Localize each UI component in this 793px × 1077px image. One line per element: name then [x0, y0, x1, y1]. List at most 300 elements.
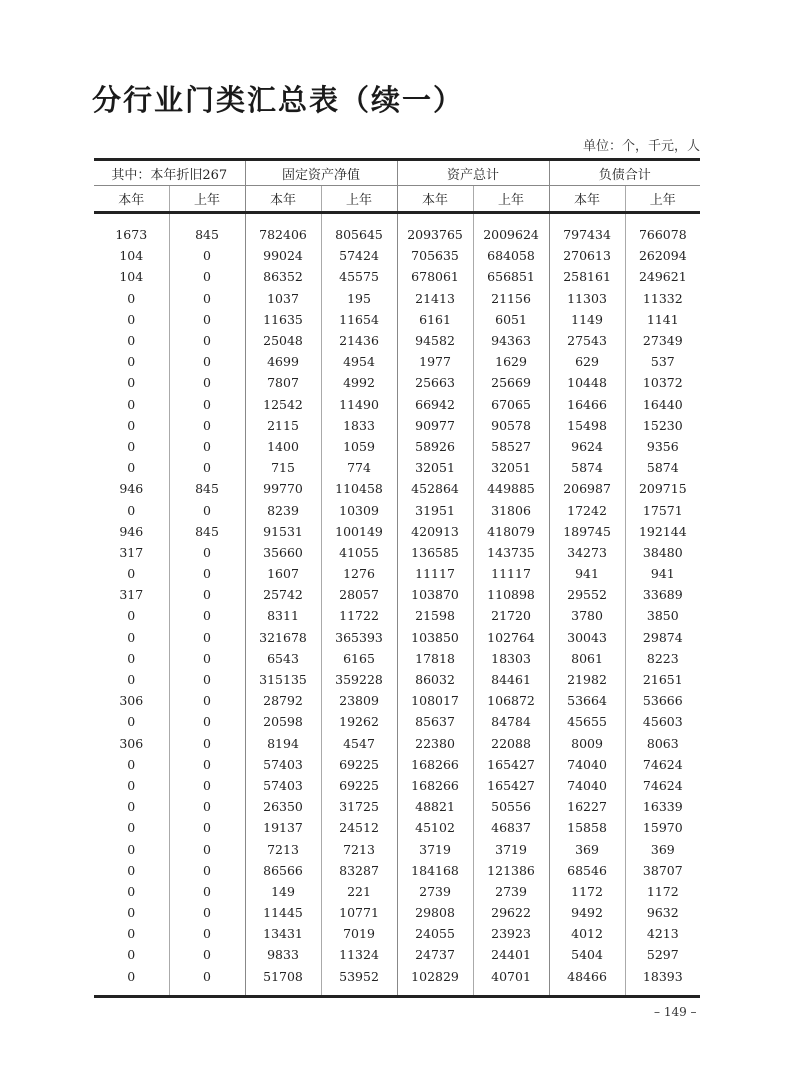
cell-liab-last-year: 209715 [625, 478, 700, 499]
cell-fixed-net-last-year: 4547 [321, 733, 397, 754]
cell-assets-last-year: 418079 [473, 521, 549, 542]
cell-depr-this-year: 0 [127, 354, 136, 370]
cell-liab-last-year: 15970 [625, 817, 700, 838]
cell-liab-this-year: 48466 [549, 966, 625, 997]
cell-depr-this-year: 0 [127, 947, 136, 963]
cell-fixed-net-this-year: 149 [245, 881, 321, 902]
cell-fixed-net-last-year: 1833 [321, 415, 397, 436]
cell-assets-last-year: 2009624 [473, 213, 549, 246]
table-row [94, 881, 700, 902]
cell-depr-this-year: 0 [127, 841, 136, 857]
cell-liab-this-year: 270613 [549, 245, 625, 266]
cell-fixed-net-last-year: 221 [321, 881, 397, 902]
header-last-year: 上年 [169, 186, 245, 213]
cell-depr-this-year: 946 [119, 523, 144, 539]
cell-depr-this-year: 0 [127, 650, 136, 666]
cell-assets-last-year: 102764 [473, 627, 549, 648]
cell-assets-this-year: 22380 [397, 733, 473, 754]
cell-liab-this-year: 34273 [549, 542, 625, 563]
cell-fixed-net-this-year: 20598 [245, 711, 321, 732]
cell-assets-this-year: 11117 [397, 563, 473, 584]
cell-liab-this-year: 53664 [549, 690, 625, 711]
cell-assets-this-year: 85637 [397, 711, 473, 732]
cell-depr-last-year: 0 [169, 627, 245, 648]
cell-fixed-net-this-year: 25048 [245, 330, 321, 351]
cell-assets-last-year: 40701 [473, 966, 549, 997]
cell-assets-last-year: 94363 [473, 330, 549, 351]
cell-fixed-net-this-year: 11635 [245, 309, 321, 330]
cell-depr-this-year: 0 [127, 905, 136, 921]
cell-liab-this-year: 30043 [549, 627, 625, 648]
cell-fixed-net-this-year: 28792 [245, 690, 321, 711]
table-row [94, 213, 700, 246]
cell-liab-last-year: 192144 [625, 521, 700, 542]
cell-fixed-net-last-year: 4954 [321, 351, 397, 372]
cell-depr-last-year: 0 [169, 415, 245, 436]
cell-assets-last-year: 67065 [473, 394, 549, 415]
header-total-assets: 资产总计 [397, 160, 549, 186]
header-depreciation: 其中：本年折旧267 [94, 160, 245, 186]
cell-assets-last-year: 18303 [473, 648, 549, 669]
cell-liab-last-year: 16339 [625, 796, 700, 817]
cell-depr-last-year: 0 [169, 266, 245, 287]
cell-assets-last-year: 25669 [473, 372, 549, 393]
cell-fixed-net-last-year: 11654 [321, 309, 397, 330]
cell-assets-this-year: 102829 [397, 966, 473, 997]
cell-depr-this-year: 0 [127, 820, 136, 836]
table-row [94, 542, 700, 563]
cell-liab-this-year: 206987 [549, 478, 625, 499]
cell-liab-this-year: 369 [549, 838, 625, 859]
cell-assets-this-year: 705635 [397, 245, 473, 266]
cell-depr-last-year: 0 [169, 351, 245, 372]
cell-liab-this-year: 1149 [549, 309, 625, 330]
cell-fixed-net-last-year: 69225 [321, 754, 397, 775]
cell-assets-last-year: 165427 [473, 775, 549, 796]
cell-assets-this-year: 21413 [397, 288, 473, 309]
cell-liab-this-year: 10448 [549, 372, 625, 393]
cell-depr-last-year: 0 [169, 711, 245, 732]
cell-depr-this-year: 104 [119, 269, 144, 285]
table-row [94, 754, 700, 775]
cell-fixed-net-this-year: 321678 [245, 627, 321, 648]
cell-depr-last-year: 0 [169, 966, 245, 997]
cell-fixed-net-this-year: 715 [245, 457, 321, 478]
cell-assets-this-year: 2739 [397, 881, 473, 902]
table-row [94, 669, 700, 690]
cell-fixed-net-this-year: 26350 [245, 796, 321, 817]
cell-liab-last-year: 941 [625, 563, 700, 584]
cell-assets-last-year: 121386 [473, 860, 549, 881]
cell-depr-last-year: 0 [169, 584, 245, 605]
cell-liab-this-year: 45655 [549, 711, 625, 732]
cell-depr-this-year: 104 [119, 248, 144, 264]
cell-assets-this-year: 58926 [397, 436, 473, 457]
cell-depr-last-year: 0 [169, 775, 245, 796]
table-row [94, 733, 700, 754]
cell-depr-last-year: 0 [169, 542, 245, 563]
cell-assets-this-year: 48821 [397, 796, 473, 817]
table-row [94, 266, 700, 287]
cell-liab-this-year: 15858 [549, 817, 625, 838]
cell-depr-this-year: 0 [127, 417, 136, 433]
cell-fixed-net-last-year: 57424 [321, 245, 397, 266]
cell-depr-last-year: 0 [169, 733, 245, 754]
cell-fixed-net-this-year: 8239 [245, 499, 321, 520]
cell-depr-this-year: 0 [127, 290, 136, 306]
table-row [94, 521, 700, 542]
cell-assets-last-year: 84784 [473, 711, 549, 732]
cell-liab-this-year: 74040 [549, 775, 625, 796]
cell-depr-this-year: 0 [127, 375, 136, 391]
table-row [94, 966, 700, 997]
table-row [94, 563, 700, 584]
cell-fixed-net-this-year: 8194 [245, 733, 321, 754]
table-row [94, 457, 700, 478]
cell-liab-last-year: 766078 [625, 213, 700, 246]
cell-assets-last-year: 50556 [473, 796, 549, 817]
cell-assets-this-year: 103870 [397, 584, 473, 605]
cell-liab-last-year: 5297 [625, 944, 700, 965]
cell-depr-last-year: 0 [169, 605, 245, 626]
cell-assets-last-year: 684058 [473, 245, 549, 266]
cell-liab-last-year: 9356 [625, 436, 700, 457]
cell-fixed-net-this-year: 4699 [245, 351, 321, 372]
cell-depr-this-year: 317 [119, 587, 144, 603]
cell-depr-last-year: 0 [169, 457, 245, 478]
cell-fixed-net-last-year: 774 [321, 457, 397, 478]
cell-liab-last-year: 53666 [625, 690, 700, 711]
cell-depr-this-year: 0 [127, 333, 136, 349]
cell-fixed-net-last-year: 805645 [321, 213, 397, 246]
cell-fixed-net-this-year: 11445 [245, 902, 321, 923]
cell-depr-last-year: 845 [169, 521, 245, 542]
cell-fixed-net-this-year: 315135 [245, 669, 321, 690]
cell-liab-last-year: 29874 [625, 627, 700, 648]
cell-liab-this-year: 5874 [549, 457, 625, 478]
cell-fixed-net-this-year: 86566 [245, 860, 321, 881]
cell-liab-this-year: 21982 [549, 669, 625, 690]
cell-depr-this-year: 0 [127, 460, 136, 476]
cell-fixed-net-this-year: 12542 [245, 394, 321, 415]
header-this-year: 本年 [245, 186, 321, 213]
cell-depr-last-year: 0 [169, 245, 245, 266]
cell-assets-this-year: 24737 [397, 944, 473, 965]
cell-assets-last-year: 449885 [473, 478, 549, 499]
cell-depr-this-year: 0 [127, 608, 136, 624]
table-row [94, 245, 700, 266]
cell-fixed-net-last-year: 110458 [321, 478, 397, 499]
cell-liab-last-year: 38707 [625, 860, 700, 881]
cell-assets-last-year: 24401 [473, 944, 549, 965]
cell-liab-last-year: 17571 [625, 499, 700, 520]
table-row [94, 902, 700, 923]
cell-assets-last-year: 143735 [473, 542, 549, 563]
table-row [94, 838, 700, 859]
table-row [94, 817, 700, 838]
cell-depr-this-year: 0 [127, 883, 136, 899]
table-row [94, 499, 700, 520]
cell-assets-last-year: 46837 [473, 817, 549, 838]
cell-depr-last-year: 0 [169, 754, 245, 775]
cell-liab-last-year: 249621 [625, 266, 700, 287]
cell-depr-last-year: 0 [169, 436, 245, 457]
table-row [94, 478, 700, 499]
cell-fixed-net-this-year: 7807 [245, 372, 321, 393]
cell-assets-this-year: 108017 [397, 690, 473, 711]
cell-assets-this-year: 168266 [397, 754, 473, 775]
cell-liab-this-year: 74040 [549, 754, 625, 775]
cell-liab-last-year: 10372 [625, 372, 700, 393]
cell-depr-this-year: 0 [127, 566, 136, 582]
cell-depr-this-year: 0 [127, 862, 136, 878]
header-fixed-assets-net: 固定资产净值 [245, 160, 397, 186]
cell-fixed-net-last-year: 1276 [321, 563, 397, 584]
cell-liab-this-year: 15498 [549, 415, 625, 436]
cell-liab-this-year: 941 [549, 563, 625, 584]
cell-liab-this-year: 8009 [549, 733, 625, 754]
cell-depr-last-year: 0 [169, 499, 245, 520]
cell-depr-last-year: 0 [169, 902, 245, 923]
cell-depr-last-year: 0 [169, 563, 245, 584]
cell-liab-this-year: 16466 [549, 394, 625, 415]
cell-assets-last-year: 31806 [473, 499, 549, 520]
cell-liab-this-year: 11303 [549, 288, 625, 309]
cell-fixed-net-last-year: 83287 [321, 860, 397, 881]
table-row [94, 372, 700, 393]
table-row [94, 944, 700, 965]
cell-liab-last-year: 8063 [625, 733, 700, 754]
cell-assets-last-year: 32051 [473, 457, 549, 478]
cell-depr-last-year: 0 [169, 796, 245, 817]
page-title: 分行业门类汇总表（续一） [92, 83, 465, 117]
cell-assets-last-year: 110898 [473, 584, 549, 605]
cell-assets-this-year: 168266 [397, 775, 473, 796]
cell-fixed-net-last-year: 69225 [321, 775, 397, 796]
cell-fixed-net-this-year: 57403 [245, 775, 321, 796]
cell-liab-last-year: 33689 [625, 584, 700, 605]
cell-assets-this-year: 17818 [397, 648, 473, 669]
cell-assets-last-year: 21156 [473, 288, 549, 309]
cell-assets-this-year: 86032 [397, 669, 473, 690]
cell-assets-this-year: 31951 [397, 499, 473, 520]
cell-depr-this-year: 1673 [115, 227, 148, 243]
header-total-liabilities: 负债合计 [549, 160, 700, 186]
cell-liab-this-year: 8061 [549, 648, 625, 669]
cell-depr-last-year: 0 [169, 860, 245, 881]
cell-depr-this-year: 0 [127, 629, 136, 645]
cell-fixed-net-last-year: 365393 [321, 627, 397, 648]
table-row [94, 860, 700, 881]
cell-fixed-net-last-year: 11722 [321, 605, 397, 626]
cell-liab-last-year: 262094 [625, 245, 700, 266]
cell-assets-this-year: 103850 [397, 627, 473, 648]
cell-assets-last-year: 84461 [473, 669, 549, 690]
header-this-year: 本年 [549, 186, 625, 213]
cell-liab-this-year: 3780 [549, 605, 625, 626]
cell-depr-last-year: 0 [169, 330, 245, 351]
cell-assets-this-year: 29808 [397, 902, 473, 923]
cell-liab-this-year: 4012 [549, 923, 625, 944]
cell-liab-last-year: 9632 [625, 902, 700, 923]
cell-liab-last-year: 3850 [625, 605, 700, 626]
table-row [94, 415, 700, 436]
cell-fixed-net-this-year: 13431 [245, 923, 321, 944]
table-row [94, 690, 700, 711]
cell-fixed-net-this-year: 6543 [245, 648, 321, 669]
cell-depr-last-year: 0 [169, 309, 245, 330]
cell-liab-last-year: 8223 [625, 648, 700, 669]
cell-depr-last-year: 0 [169, 923, 245, 944]
cell-fixed-net-this-year: 91531 [245, 521, 321, 542]
cell-liab-last-year: 537 [625, 351, 700, 372]
cell-depr-this-year: 0 [127, 672, 136, 688]
cell-liab-this-year: 68546 [549, 860, 625, 881]
cell-liab-this-year: 9492 [549, 902, 625, 923]
cell-assets-this-year: 452864 [397, 478, 473, 499]
cell-liab-last-year: 21651 [625, 669, 700, 690]
cell-fixed-net-this-year: 1037 [245, 288, 321, 309]
cell-fixed-net-this-year: 57403 [245, 754, 321, 775]
cell-assets-this-year: 184168 [397, 860, 473, 881]
cell-assets-last-year: 6051 [473, 309, 549, 330]
cell-assets-this-year: 25663 [397, 372, 473, 393]
cell-fixed-net-last-year: 53952 [321, 966, 397, 997]
cell-depr-this-year: 0 [127, 438, 136, 454]
cell-fixed-net-last-year: 21436 [321, 330, 397, 351]
cell-liab-last-year: 15230 [625, 415, 700, 436]
unit-label: 单位：个，千元，人 [582, 139, 700, 154]
header-sub-row [94, 186, 700, 213]
cell-depr-last-year: 0 [169, 372, 245, 393]
table-row [94, 627, 700, 648]
cell-assets-this-year: 45102 [397, 817, 473, 838]
cell-assets-this-year: 3719 [397, 838, 473, 859]
cell-fixed-net-last-year: 24512 [321, 817, 397, 838]
table-row [94, 330, 700, 351]
cell-fixed-net-this-year: 86352 [245, 266, 321, 287]
cell-fixed-net-last-year: 195 [321, 288, 397, 309]
cell-fixed-net-this-year: 9833 [245, 944, 321, 965]
cell-assets-this-year: 2093765 [397, 213, 473, 246]
cell-assets-this-year: 6161 [397, 309, 473, 330]
cell-fixed-net-this-year: 8311 [245, 605, 321, 626]
cell-depr-this-year: 0 [127, 311, 136, 327]
cell-depr-last-year: 0 [169, 669, 245, 690]
cell-liab-last-year: 74624 [625, 754, 700, 775]
cell-assets-last-year: 656851 [473, 266, 549, 287]
cell-assets-this-year: 136585 [397, 542, 473, 563]
cell-fixed-net-this-year: 51708 [245, 966, 321, 997]
cell-liab-this-year: 17242 [549, 499, 625, 520]
cell-fixed-net-this-year: 1607 [245, 563, 321, 584]
cell-liab-this-year: 189745 [549, 521, 625, 542]
cell-fixed-net-last-year: 19262 [321, 711, 397, 732]
cell-depr-last-year: 845 [169, 478, 245, 499]
header-last-year: 上年 [321, 186, 397, 213]
cell-depr-this-year: 306 [119, 693, 144, 709]
cell-depr-this-year: 0 [127, 799, 136, 815]
cell-assets-last-year: 90578 [473, 415, 549, 436]
table-row [94, 584, 700, 605]
cell-fixed-net-this-year: 99024 [245, 245, 321, 266]
cell-depr-last-year: 0 [169, 648, 245, 669]
cell-liab-last-year: 16440 [625, 394, 700, 415]
cell-assets-this-year: 21598 [397, 605, 473, 626]
cell-fixed-net-last-year: 7019 [321, 923, 397, 944]
cell-fixed-net-last-year: 31725 [321, 796, 397, 817]
cell-assets-this-year: 420913 [397, 521, 473, 542]
header-this-year: 本年 [94, 186, 169, 213]
cell-fixed-net-last-year: 41055 [321, 542, 397, 563]
cell-assets-last-year: 165427 [473, 754, 549, 775]
cell-assets-last-year: 3719 [473, 838, 549, 859]
cell-depr-this-year: 0 [127, 777, 136, 793]
header-last-year: 上年 [625, 186, 700, 213]
cell-fixed-net-last-year: 11490 [321, 394, 397, 415]
table-row [94, 796, 700, 817]
cell-depr-last-year: 0 [169, 394, 245, 415]
cell-fixed-net-this-year: 782406 [245, 213, 321, 246]
cell-assets-last-year: 58527 [473, 436, 549, 457]
cell-assets-last-year: 29622 [473, 902, 549, 923]
cell-fixed-net-last-year: 11324 [321, 944, 397, 965]
cell-fixed-net-this-year: 2115 [245, 415, 321, 436]
cell-liab-last-year: 27349 [625, 330, 700, 351]
cell-fixed-net-last-year: 4992 [321, 372, 397, 393]
cell-depr-last-year: 0 [169, 288, 245, 309]
cell-liab-this-year: 29552 [549, 584, 625, 605]
cell-assets-last-year: 22088 [473, 733, 549, 754]
cell-depr-this-year: 946 [119, 481, 144, 497]
cell-fixed-net-this-year: 19137 [245, 817, 321, 838]
cell-fixed-net-this-year: 7213 [245, 838, 321, 859]
header-last-year: 上年 [473, 186, 549, 213]
cell-assets-this-year: 24055 [397, 923, 473, 944]
cell-fixed-net-this-year: 99770 [245, 478, 321, 499]
cell-liab-last-year: 5874 [625, 457, 700, 478]
cell-depr-this-year: 0 [127, 714, 136, 730]
cell-liab-last-year: 1172 [625, 881, 700, 902]
cell-liab-last-year: 38480 [625, 542, 700, 563]
table-row [94, 351, 700, 372]
cell-liab-last-year: 11332 [625, 288, 700, 309]
cell-assets-this-year: 66942 [397, 394, 473, 415]
table-body [94, 213, 700, 997]
header-group-row [94, 160, 700, 186]
cell-depr-this-year: 0 [127, 396, 136, 412]
cell-depr-last-year: 845 [169, 213, 245, 246]
cell-depr-last-year: 0 [169, 817, 245, 838]
cell-fixed-net-last-year: 7213 [321, 838, 397, 859]
cell-assets-last-year: 21720 [473, 605, 549, 626]
cell-liab-last-year: 45603 [625, 711, 700, 732]
cell-fixed-net-last-year: 100149 [321, 521, 397, 542]
cell-assets-this-year: 1977 [397, 351, 473, 372]
cell-liab-last-year: 18393 [625, 966, 700, 997]
table-row [94, 394, 700, 415]
cell-assets-last-year: 1629 [473, 351, 549, 372]
summary-table [94, 158, 700, 998]
cell-depr-this-year: 317 [119, 544, 144, 560]
table-row [94, 288, 700, 309]
cell-fixed-net-last-year: 1059 [321, 436, 397, 457]
cell-assets-last-year: 2739 [473, 881, 549, 902]
cell-depr-this-year: 0 [127, 502, 136, 518]
cell-liab-last-year: 369 [625, 838, 700, 859]
cell-liab-last-year: 1141 [625, 309, 700, 330]
cell-depr-this-year: 306 [119, 735, 144, 751]
